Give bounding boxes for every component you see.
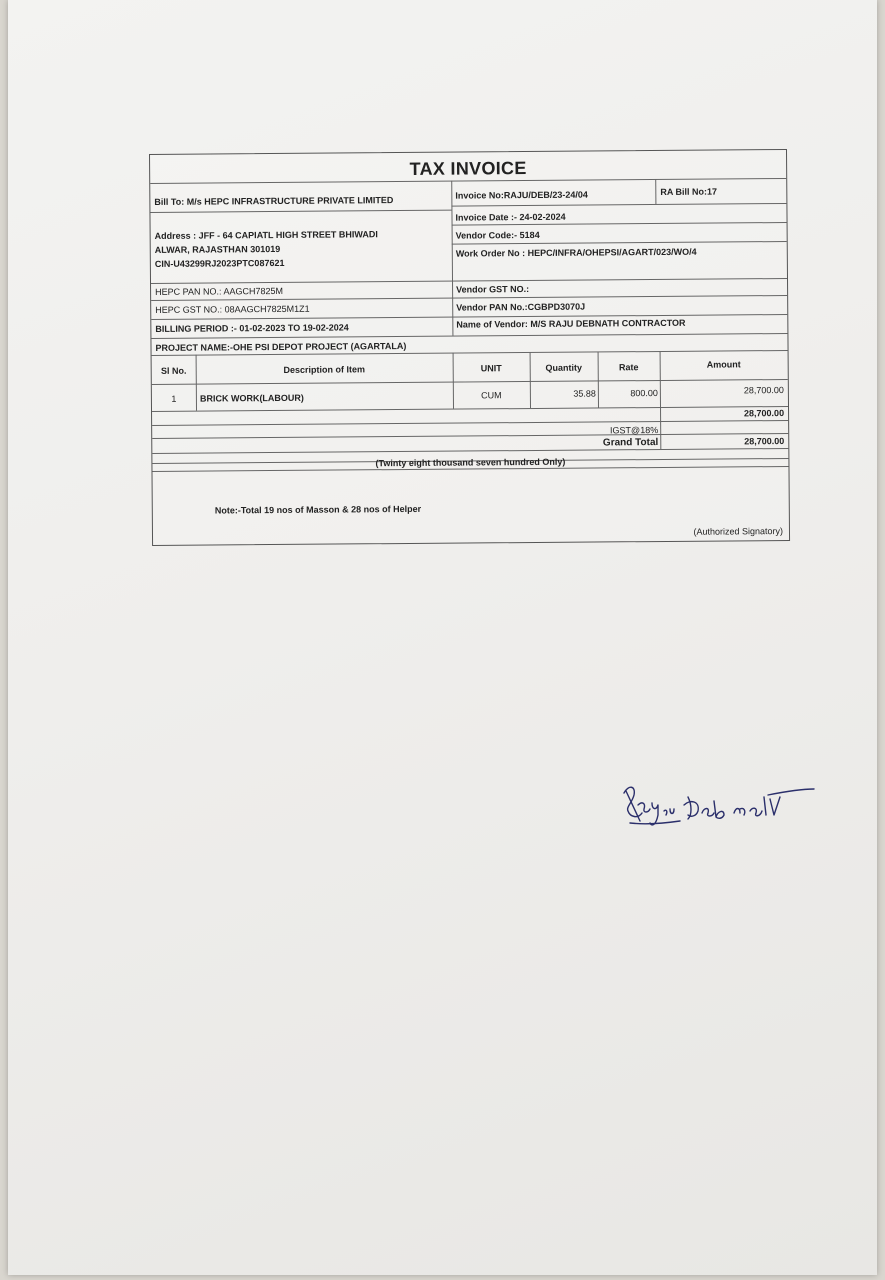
project-name: PROJECT NAME:-OHE PSI DEPOT PROJECT (AGARTALA) xyxy=(155,340,407,353)
ra-bill-number: RA Bill No:17 xyxy=(660,186,718,197)
hepc-pan: HEPC PAN NO.: AAGCH7825M xyxy=(155,285,283,297)
address-line-1: Address : JFF - 64 CAPIATL HIGH STREET BHIWADI xyxy=(154,229,378,241)
col-amount: Amount xyxy=(706,359,741,370)
tax-invoice-table xyxy=(149,149,790,546)
item-amount: 28,700.00 xyxy=(743,385,784,396)
vendor-code: Vendor Code:- 5184 xyxy=(455,229,540,241)
authorized-signatory: (Authorized Signatory) xyxy=(693,526,784,537)
hepc-gst: HEPC GST NO.: 08AAGCH7825M1Z1 xyxy=(155,303,310,315)
subtotal-amount: 28,700.00 xyxy=(743,408,785,419)
col-rate: Rate xyxy=(618,362,639,373)
invoice-number: Invoice No:RAJU/DEB/23-24/04 xyxy=(455,189,588,201)
invoice-title: TAX INVOICE xyxy=(409,158,527,179)
col-description: Description of Item xyxy=(283,364,365,375)
amount-in-words: (Twinty eight thousand seven hundred Only) xyxy=(375,456,566,469)
item-description: BRICK WORK(LABOUR) xyxy=(199,392,304,404)
address-line-2: ALWAR, RAJASTHAN 301019 xyxy=(154,243,281,255)
handwritten-signature xyxy=(618,775,828,835)
cin-number: CIN-U43299RJ2023PTC087621 xyxy=(154,257,285,269)
billing-period: BILLING PERIOD :- 01-02-2023 TO 19-02-2024 xyxy=(155,322,349,334)
vendor-pan: Vendor PAN No.:CGBPD3070J xyxy=(456,301,586,313)
igst-label: IGST@18% xyxy=(609,425,659,436)
item-sl-no: 1 xyxy=(171,393,177,404)
grand-total-amount: 28,700.00 xyxy=(744,436,785,447)
vendor-name: Name of Vendor: M/S RAJU DEBNATH CONTRACTOR xyxy=(456,317,686,330)
col-quantity: Quantity xyxy=(545,362,582,373)
col-unit: UNIT xyxy=(480,363,502,374)
document-page xyxy=(8,0,877,1275)
item-quantity: 35.88 xyxy=(573,388,596,399)
grand-total-label: Grand Total xyxy=(602,437,659,449)
work-order-number: Work Order No : HEPC/INFRA/OHEPSI/AGART/023/WO/4 xyxy=(455,246,697,259)
note: Note:-Total 19 nos of Masson & 28 nos of Helper xyxy=(214,503,422,516)
item-unit: CUM xyxy=(481,390,502,401)
invoice-date: Invoice Date :- 24-02-2024 xyxy=(455,211,566,223)
item-rate: 800.00 xyxy=(630,388,658,399)
vendor-gst: Vendor GST NO.: xyxy=(456,284,530,295)
col-sl-no: Sl No. xyxy=(160,365,187,376)
bill-to: Bill To: M/s HEPC INFRASTRUCTURE PRIVATE LIMITED xyxy=(154,195,394,207)
